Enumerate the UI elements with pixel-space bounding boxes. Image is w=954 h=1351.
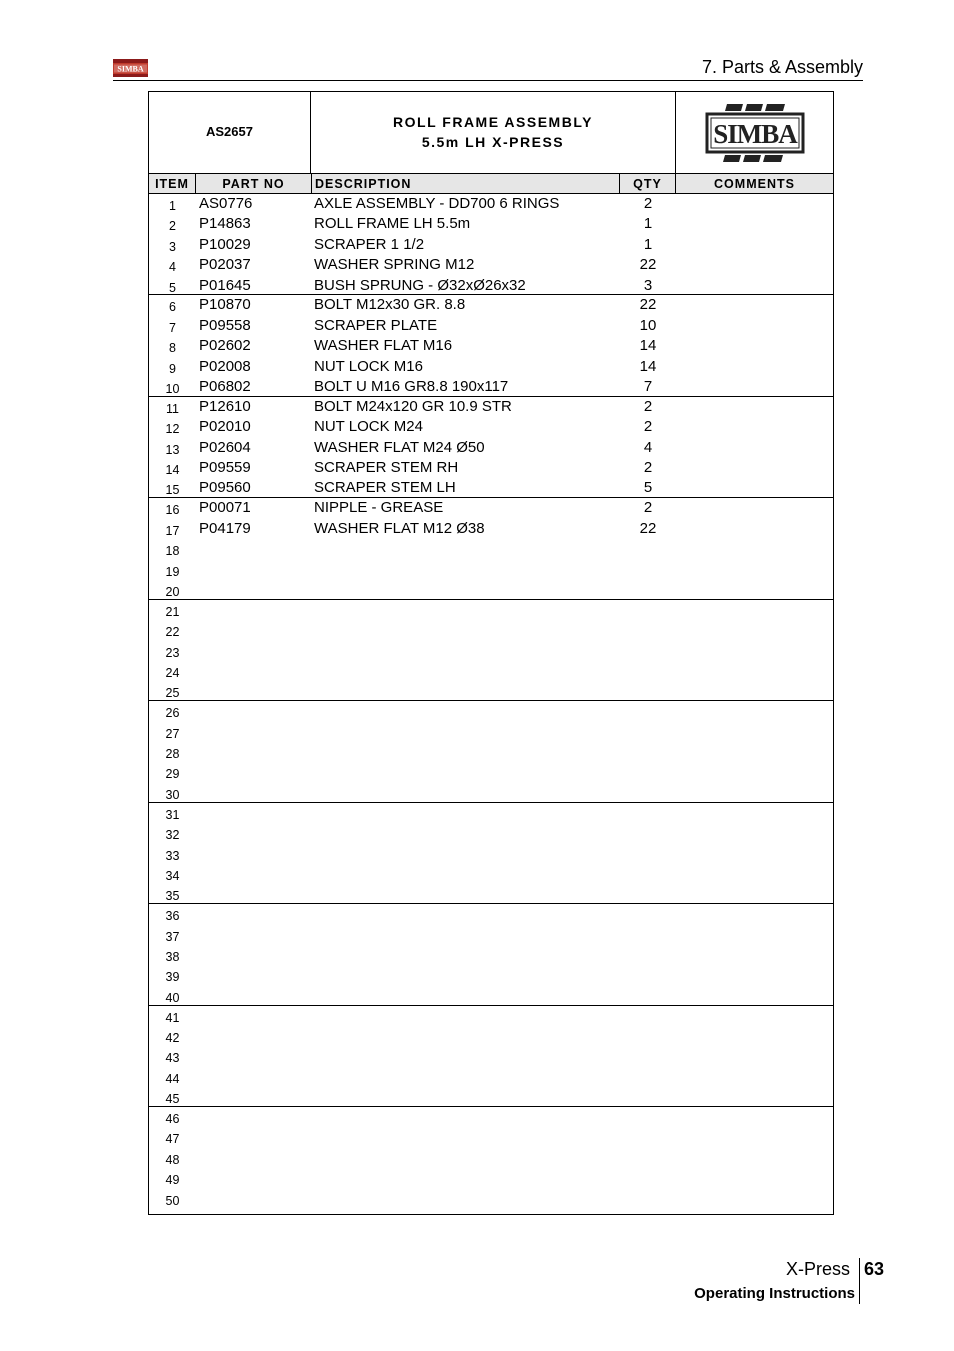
part-description: BOLT M12x30 GR. 8.8 (314, 296, 466, 314)
part-number: P09558 (199, 316, 251, 334)
part-number: AS0776 (199, 195, 253, 212)
item-number: 23 (165, 645, 180, 660)
part-description: BOLT U M16 GR8.8 190x117 (314, 378, 509, 396)
item-number: 12 (165, 422, 180, 437)
part-quantity: 14 (639, 337, 657, 355)
table-row (149, 316, 833, 336)
assembly-title (311, 92, 676, 174)
part-description: WASHER FLAT M24 Ø50 (314, 438, 485, 456)
part-quantity: 10 (639, 316, 657, 334)
col-desc-header: DESCRIPTION (312, 174, 620, 193)
table-row (149, 803, 833, 823)
page-number: 63 (864, 1259, 885, 1279)
item-number: 21 (165, 604, 180, 619)
part-description: WASHER FLAT M16 (314, 337, 453, 355)
col-comments-header: COMMENTS (714, 177, 795, 191)
item-number: 26 (165, 706, 180, 721)
part-quantity: 22 (639, 296, 657, 314)
item-number: 50 (165, 1193, 180, 1208)
assembly-title-line1: ROLL FRAME ASSEMBLY (393, 114, 593, 130)
table-row (149, 904, 833, 924)
part-description: WASHER FLAT M12 Ø38 (314, 519, 485, 537)
item-number: 29 (165, 767, 180, 782)
item-number: 28 (165, 747, 180, 762)
item-number: 15 (165, 483, 180, 498)
item-number: 27 (165, 726, 180, 741)
footer-subtitle: Operating Instructions (694, 1285, 855, 1302)
part-description: SCRAPER STEM RH (314, 459, 459, 477)
part-description: AXLE ASSEMBLY - DD700 6 RINGS (314, 195, 560, 212)
item-number: 3 (169, 239, 176, 254)
item-number: 41 (165, 1010, 180, 1025)
table-row (149, 823, 833, 843)
part-number: P04179 (199, 519, 251, 537)
col-part-header: PART NO (196, 174, 312, 193)
item-number: 46 (165, 1112, 180, 1127)
header-simba-logo (113, 59, 148, 77)
footer-product: X-Press (786, 1259, 851, 1279)
item-number: 17 (165, 523, 180, 538)
part-description: BUSH SPRUNG - Ø32xØ26x32 (314, 276, 526, 294)
table-row (149, 1087, 833, 1107)
simba-logo (676, 92, 833, 174)
part-number: P02010 (199, 418, 251, 436)
table-row (149, 295, 833, 315)
item-number: 35 (165, 889, 180, 904)
parts-table-body (149, 194, 833, 1209)
item-number: 14 (165, 463, 180, 478)
item-number: 4 (169, 260, 176, 275)
part-number: P02008 (199, 357, 251, 375)
header-logo-text: SIMBA (117, 64, 144, 74)
table-row (149, 783, 833, 803)
table-row (149, 661, 833, 681)
item-number: 1 (169, 199, 176, 213)
item-number: 34 (165, 868, 180, 883)
part-number: P02604 (199, 438, 251, 456)
part-number: P00071 (199, 499, 251, 517)
part-description: ROLL FRAME LH 5.5m (314, 215, 471, 233)
table-row (149, 762, 833, 782)
part-description: NUT LOCK M16 (314, 357, 423, 375)
table-row (149, 397, 833, 417)
table-row (149, 925, 833, 945)
part-number: P10029 (199, 235, 251, 253)
part-number: P09560 (199, 479, 251, 497)
part-description: NUT LOCK M24 (314, 418, 423, 436)
part-quantity: 1 (643, 215, 653, 233)
table-row (149, 1026, 833, 1046)
part-description: SCRAPER PLATE (314, 316, 438, 334)
table-row (149, 357, 833, 377)
item-number: 40 (165, 990, 180, 1005)
item-number: 24 (165, 665, 180, 680)
table-row (149, 336, 833, 356)
item-number: 30 (165, 787, 180, 802)
part-quantity: 22 (639, 519, 657, 537)
item-number: 37 (165, 929, 180, 944)
table-row (149, 377, 833, 397)
item-number: 39 (165, 970, 180, 985)
table-row (149, 214, 833, 234)
table-row (149, 742, 833, 762)
table-row (149, 1168, 833, 1188)
item-number: 19 (165, 564, 180, 579)
table-row (149, 498, 833, 518)
part-number: P02037 (199, 256, 251, 274)
item-number: 45 (165, 1092, 180, 1107)
title-block (149, 92, 833, 174)
part-quantity: 3 (643, 276, 653, 294)
item-number: 48 (165, 1152, 180, 1167)
table-row (149, 1127, 833, 1147)
part-quantity: 2 (643, 397, 653, 415)
item-number: 43 (165, 1051, 180, 1066)
table-row (149, 194, 833, 214)
table-row (149, 641, 833, 661)
part-description: WASHER SPRING M12 (314, 256, 475, 274)
table-row (149, 580, 833, 600)
table-row (149, 1189, 833, 1209)
item-number: 44 (165, 1071, 180, 1086)
part-quantity: 2 (643, 195, 653, 212)
part-number: P06802 (199, 378, 251, 396)
item-number: 36 (165, 909, 180, 924)
table-row (149, 681, 833, 701)
part-number: P10870 (199, 296, 251, 314)
item-number: 10 (165, 382, 180, 397)
table-row (149, 519, 833, 539)
item-number: 33 (165, 848, 180, 863)
table-row (149, 235, 833, 255)
parts-sheet (148, 91, 834, 1215)
table-row (149, 1006, 833, 1026)
item-number: 20 (165, 584, 180, 599)
header-rule (113, 80, 863, 81)
table-row (149, 844, 833, 864)
item-number: 38 (165, 949, 180, 964)
item-number: 8 (169, 341, 176, 356)
table-row (149, 417, 833, 437)
part-quantity: 2 (643, 418, 653, 436)
part-quantity: 2 (643, 499, 653, 517)
table-row (149, 478, 833, 498)
part-description: SCRAPER 1 1/2 (314, 235, 425, 253)
table-row (149, 701, 833, 721)
col-qty-header: QTY (620, 174, 676, 193)
table-row (149, 620, 833, 640)
item-number: 47 (165, 1132, 180, 1147)
part-number: P01645 (199, 276, 251, 294)
part-quantity: 2 (643, 459, 653, 477)
item-number: 2 (169, 219, 176, 234)
footer-divider (859, 1258, 860, 1304)
part-quantity: 4 (643, 438, 653, 456)
table-row (149, 722, 833, 742)
part-description: NIPPLE - GREASE (314, 499, 444, 517)
part-quantity: 5 (643, 479, 653, 497)
item-number: 7 (169, 320, 176, 335)
item-number: 22 (165, 625, 180, 640)
item-number: 49 (165, 1173, 180, 1188)
item-number: 16 (165, 503, 180, 518)
table-row (149, 539, 833, 559)
item-number: 9 (169, 361, 176, 376)
table-row (149, 1107, 833, 1127)
table-row (149, 1046, 833, 1066)
item-number: 13 (165, 442, 180, 457)
item-number: 25 (165, 686, 180, 701)
part-description: SCRAPER STEM LH (314, 479, 456, 497)
table-row (149, 965, 833, 985)
part-number: P12610 (199, 397, 251, 415)
table-row (149, 438, 833, 458)
item-number: 32 (165, 828, 180, 843)
table-row (149, 560, 833, 580)
item-number: 42 (165, 1031, 180, 1046)
table-row (149, 458, 833, 478)
part-description: BOLT M24x120 GR 10.9 STR (314, 397, 512, 415)
table-row (149, 864, 833, 884)
item-number: 5 (169, 280, 176, 295)
table-row (149, 986, 833, 1006)
table-row (149, 1067, 833, 1087)
part-number: P02602 (199, 337, 251, 355)
item-number: 6 (169, 300, 176, 315)
part-quantity: 22 (639, 256, 657, 274)
table-row (149, 945, 833, 965)
part-number: P09559 (199, 459, 251, 477)
table-row (149, 600, 833, 620)
part-quantity: 7 (643, 378, 653, 396)
col-item-header: ITEM (149, 174, 196, 193)
item-number: 18 (165, 544, 180, 559)
simba-logo-text: SIMBA (712, 119, 797, 149)
table-row (149, 255, 833, 275)
assembly-title-line2: 5.5m LH X-PRESS (421, 134, 565, 150)
item-number: 31 (165, 807, 180, 822)
part-quantity: 14 (639, 357, 657, 375)
item-number: 11 (166, 401, 179, 416)
section-title: 7. Parts & Assembly (701, 57, 863, 77)
table-row (149, 1148, 833, 1168)
table-row (149, 884, 833, 904)
table-row (149, 276, 833, 296)
part-number: P14863 (199, 215, 251, 233)
assembly-code: AS2657 (149, 92, 311, 174)
column-headers (149, 173, 833, 194)
part-quantity: 1 (643, 235, 653, 253)
